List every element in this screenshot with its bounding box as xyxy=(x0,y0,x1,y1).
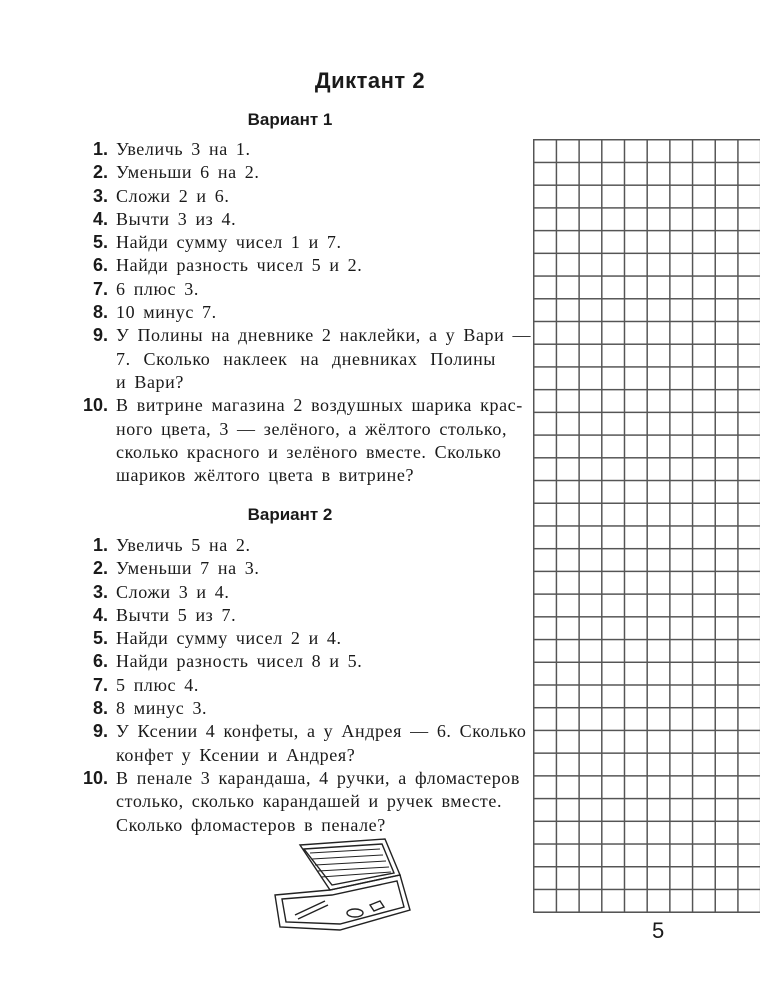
list-item xyxy=(60,161,490,184)
page-number: 5 xyxy=(652,918,665,943)
item-text-line: столько, сколько карандашей и ручек вместе. xyxy=(116,791,503,812)
item-text-line: 7. Сколько наклеек на дневниках Полины xyxy=(116,348,496,369)
item-text-line: 8 минус 3. xyxy=(116,698,208,719)
item-text-line: Найди сумму чисел 1 и 7. xyxy=(116,232,342,253)
item-text xyxy=(116,161,490,184)
pencil-case-illustration xyxy=(270,835,420,935)
variant-2-heading: Вариант 2 xyxy=(247,505,333,524)
list-item xyxy=(60,581,490,604)
item-text-line: 5 плюс 4. xyxy=(116,674,199,695)
item-text xyxy=(116,324,532,394)
item-text-line: Увеличь 5 на 2. xyxy=(116,535,251,555)
item-text-line: Уменьши 7 на 3. xyxy=(116,558,260,579)
item-text-line: У Ксении 4 конфеты, а у Андрея — 6. Сколько xyxy=(116,721,527,742)
list-item xyxy=(60,604,490,627)
variant-1-list xyxy=(60,138,532,487)
item-number: 8. xyxy=(92,302,108,323)
item-number: 10. xyxy=(82,395,108,416)
list-item xyxy=(60,697,490,720)
item-text-line: конфет у Ксении и Андрея? xyxy=(116,744,356,765)
list-item xyxy=(60,208,490,231)
item-number: 6. xyxy=(92,651,108,672)
item-text-line: Найди разность чисел 5 и 2. xyxy=(116,255,363,276)
item-text xyxy=(116,138,490,161)
item-text-line: ного цвета, 3 — зелёного, а жёлтого столько, xyxy=(116,418,508,439)
variant-2-list xyxy=(60,534,527,837)
item-number: 9. xyxy=(92,325,108,346)
list-item xyxy=(60,278,490,301)
item-text-line: У Полины на дневнике 2 наклейки, а у Вари — xyxy=(116,325,532,346)
list-item xyxy=(60,767,520,837)
list-item xyxy=(60,534,490,557)
list-item xyxy=(60,301,490,324)
item-number: 5. xyxy=(92,232,108,253)
list-item xyxy=(60,627,490,650)
item-text xyxy=(116,394,523,487)
item-number: 1. xyxy=(92,139,108,159)
item-number: 9. xyxy=(92,721,108,742)
list-item xyxy=(60,231,490,254)
item-text xyxy=(116,231,490,254)
item-number: 3. xyxy=(92,185,108,206)
item-text xyxy=(116,627,490,650)
item-text-line: Найди сумму чисел 2 и 4. xyxy=(116,628,342,649)
item-text xyxy=(116,278,490,301)
item-text xyxy=(116,581,490,604)
page-title: Диктант 2 xyxy=(314,68,426,93)
item-text-line: шариков жёлтого цвета в витрине? xyxy=(116,465,415,486)
item-text xyxy=(116,534,490,557)
item-number: 1. xyxy=(92,535,108,555)
item-text xyxy=(116,301,490,324)
item-text xyxy=(116,697,490,720)
item-number: 2. xyxy=(92,558,108,579)
item-number: 3. xyxy=(92,581,108,602)
item-text-line: Сложи 2 и 6. xyxy=(116,185,230,206)
item-text-line: Уменьши 6 на 2. xyxy=(116,162,260,183)
item-text xyxy=(116,604,490,627)
item-text-line: 6 плюс 3. xyxy=(116,278,199,299)
item-text xyxy=(116,208,490,231)
item-number: 4. xyxy=(92,208,108,229)
item-text-line: Вычти 3 из 4. xyxy=(116,208,237,229)
item-number: 4. xyxy=(92,604,108,625)
variant-1-heading: Вариант 1 xyxy=(247,110,333,129)
item-text-line: 10 минус 7. xyxy=(116,302,217,323)
item-text xyxy=(116,557,490,580)
item-number: 7. xyxy=(92,674,108,695)
graph-paper-grid xyxy=(533,139,760,913)
list-item xyxy=(60,394,523,487)
item-text xyxy=(116,185,490,208)
item-text xyxy=(116,254,490,277)
list-item xyxy=(60,650,490,673)
item-number: 6. xyxy=(92,255,108,276)
list-item xyxy=(60,720,527,767)
item-text xyxy=(116,720,527,767)
item-number: 5. xyxy=(92,628,108,649)
list-item xyxy=(60,674,490,697)
list-item xyxy=(60,324,532,394)
item-number: 8. xyxy=(92,698,108,719)
list-item xyxy=(60,557,490,580)
list-item xyxy=(60,185,490,208)
item-number: 7. xyxy=(92,278,108,299)
list-item xyxy=(60,138,490,161)
item-text-line: и Вари? xyxy=(116,371,184,392)
item-text-line: В пенале 3 карандаша, 4 ручки, а фломастеров xyxy=(116,767,520,788)
item-number: 2. xyxy=(92,162,108,183)
item-text-line: Найди разность чисел 8 и 5. xyxy=(116,651,363,672)
list-item xyxy=(60,254,490,277)
item-text-line: Сколько фломастеров в пенале? xyxy=(116,814,386,835)
item-number: 10. xyxy=(82,767,108,788)
item-text-line: В витрине магазина 2 воздушных шарика крас- xyxy=(116,395,523,416)
item-text xyxy=(116,650,490,673)
item-text xyxy=(116,767,520,837)
item-text-line: сколько красного и зелёного вместе. Сколько xyxy=(116,441,502,462)
item-text-line: Вычти 5 из 7. xyxy=(116,604,237,625)
item-text xyxy=(116,674,490,697)
item-text-line: Увеличь 3 на 1. xyxy=(116,139,251,159)
item-text-line: Сложи 3 и 4. xyxy=(116,581,230,602)
